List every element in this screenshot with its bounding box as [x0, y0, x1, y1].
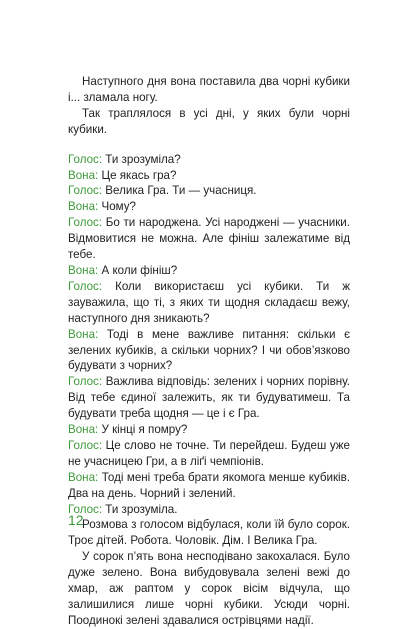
dialogue-line [68, 199, 350, 215]
dialogue-text: Ти зрозуміла? [102, 152, 181, 166]
speaker-label: Вона: [68, 423, 99, 437]
dialogue-line [68, 327, 350, 375]
paragraph: У сорок п’ять вона несподівано закохалася. Було дуже зелено. Вона вибудовувала зелені вежі до хмар, аж раптом у сорок вісім відчула, що залишилися лише чорні кубики. Усюди чорні. Поодинокі зелені здавалися острівцями надії. [68, 550, 350, 627]
paragraph: Так траплялося в усі дні, у яких були чорні кубики. [68, 106, 350, 136]
dialogue-line [68, 183, 350, 199]
dialogue-text: Ти зрозуміла. [102, 502, 178, 516]
closing-section [68, 517, 350, 628]
dialogue-line [68, 279, 350, 327]
dialogue-text: У кінці я помру? [98, 423, 188, 437]
intro-section [68, 74, 350, 138]
dialogue-line [68, 422, 350, 438]
dialogue-text: Це слово не точне. Ти перейдеш. Будеш уже не учасницею Гри, а в ліґі чемпіонів. [68, 438, 350, 468]
dialogue-line [68, 168, 350, 184]
dialogue-text: Чому? [98, 200, 137, 214]
dialogue-line [68, 152, 350, 168]
speaker-label: Вона: [68, 470, 99, 484]
paragraph: Наступного дня вона поставила два чорні кубики і... зламала ногу. [68, 75, 350, 104]
dialogue-section [68, 152, 350, 518]
speaker-label: Вона: [68, 327, 99, 341]
dialogue-text: Велика Гра. Ти — учасниця. [102, 184, 257, 198]
dialogue-text: Це якась гра? [98, 168, 177, 182]
dialogue-line [68, 374, 350, 422]
dialogue-text: Важлива відповідь: зелених і чорних порівну. Від тебе єдиної залежить, як ти будуватимеш. Та будувати треба щодня — це і є Гра. [68, 375, 350, 421]
dialogue-text: Тоді в мене важливе питання: скільки є зелених кубиків, а скільки чорних? І чи обов’язково будувати з чорних? [68, 327, 350, 373]
page-content [68, 74, 350, 629]
page-number: 12 [68, 512, 84, 528]
speaker-label: Голос: [68, 502, 103, 516]
speaker-label: Голос: [68, 438, 103, 452]
dialogue-line [68, 263, 350, 279]
speaker-label: Голос: [68, 216, 103, 230]
dialogue-text: Коли використаєш усі кубики. Ти ж зауважила, що ті, з яких ти щодня складаєш вежу, наступного дня зникають? [68, 279, 350, 325]
dialogue-line [68, 502, 350, 518]
dialogue-line [68, 438, 350, 470]
speaker-label: Вона: [68, 263, 99, 277]
dialogue-line [68, 470, 350, 502]
speaker-label: Голос: [68, 184, 103, 198]
dialogue-line [68, 215, 350, 263]
speaker-label: Голос: [68, 152, 103, 166]
dialogue-text: Тоді мені треба брати якомога менше кубиків. Два на день. Чорний і зелений. [68, 470, 350, 500]
dialogue-text: А коли фініш? [98, 263, 178, 277]
speaker-label: Вона: [68, 168, 99, 182]
speaker-label: Голос: [68, 279, 103, 293]
paragraph: Розмова з голосом відбулася, коли їй було сорок. Троє дітей. Робота. Чоловік. Дім. І Велика Гра. [68, 518, 350, 548]
speaker-label: Голос: [68, 375, 103, 389]
speaker-label: Вона: [68, 200, 99, 214]
dialogue-text: Бо ти народжена. Усі народжені — учасники. Відмовитися не можна. Але фініш залежатиме від тебе. [68, 216, 350, 262]
